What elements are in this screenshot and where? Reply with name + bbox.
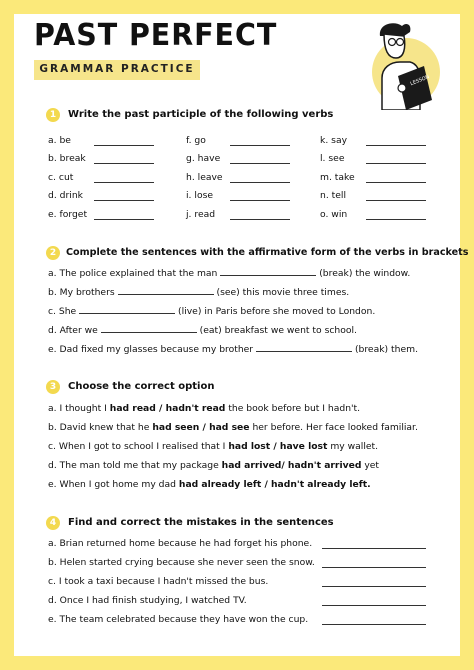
verb-item: o. win bbox=[320, 209, 348, 220]
mistake-sentence: b. Helen started crying because she never seen the snow. bbox=[48, 557, 315, 568]
answer-line[interactable] bbox=[94, 200, 154, 201]
page-title: PAST PERFECT bbox=[34, 18, 278, 53]
option-choice[interactable]: had arrived/ hadn't arrived bbox=[221, 460, 362, 471]
page-subtitle: GRAMMAR PRACTICE bbox=[39, 63, 195, 75]
sentence-a: a. The police explained that the man (break) the window. bbox=[48, 268, 411, 279]
correction-line[interactable] bbox=[322, 548, 426, 549]
section-2-number: 2 bbox=[46, 246, 60, 260]
correction-line[interactable] bbox=[322, 624, 426, 625]
verb-item: g. have bbox=[186, 153, 221, 164]
option-sentence-b: b. David knew that he had seen / had see her before. Her face looked familiar. bbox=[48, 422, 418, 433]
option-choice[interactable]: had read / hadn't read bbox=[109, 403, 226, 414]
blank-field[interactable] bbox=[101, 324, 197, 333]
blank-field[interactable] bbox=[118, 286, 214, 295]
option-choice[interactable]: had seen / had see bbox=[152, 422, 250, 433]
option-choice[interactable]: had lost / have lost bbox=[228, 441, 328, 452]
answer-line[interactable] bbox=[366, 200, 426, 201]
option-sentence-e: e. When I got home my dad had already left / hadn't already left. bbox=[48, 479, 371, 490]
book-label: LESSON bbox=[409, 74, 431, 88]
answer-line[interactable] bbox=[230, 163, 290, 164]
verb-item: a. be bbox=[48, 135, 71, 146]
section-4-heading: Find and correct the mistakes in the sentences bbox=[68, 517, 334, 528]
answer-line[interactable] bbox=[230, 219, 290, 220]
answer-line[interactable] bbox=[94, 182, 154, 183]
verb-item: e. forget bbox=[48, 209, 88, 220]
option-sentence-d: d. The man told me that my package had arrived/ hadn't arrived yet bbox=[48, 460, 380, 471]
section-1-heading: Write the past participle of the following verbs bbox=[68, 109, 334, 120]
sentence-b: b. My brothers (see) this movie three times. bbox=[48, 287, 350, 298]
sentence-e: e. Dad fixed my glasses because my brother (break) them. bbox=[48, 344, 418, 355]
answer-line[interactable] bbox=[230, 200, 290, 201]
section-3-number: 3 bbox=[46, 380, 60, 394]
verb-item: c. cut bbox=[48, 172, 74, 183]
verb-item: f. go bbox=[186, 135, 206, 146]
verb-item: l. see bbox=[320, 153, 345, 164]
option-choice[interactable]: had already left / hadn't already left. bbox=[178, 479, 371, 490]
verb-item: j. read bbox=[186, 209, 216, 220]
section-3-heading: Choose the correct option bbox=[68, 381, 215, 392]
answer-line[interactable] bbox=[366, 219, 426, 220]
mistake-sentence: e. The team celebrated because they have won the cup. bbox=[48, 614, 309, 625]
verb-item: m. take bbox=[320, 172, 355, 183]
blank-field[interactable] bbox=[220, 267, 316, 276]
answer-line[interactable] bbox=[230, 182, 290, 183]
correction-line[interactable] bbox=[322, 567, 426, 568]
option-sentence-c: c. When I got to school I realised that I had lost / have lost my wallet. bbox=[48, 441, 379, 452]
answer-line[interactable] bbox=[366, 145, 426, 146]
sentence-c: c. She (live) in Paris before she moved to London. bbox=[48, 306, 376, 317]
section-1-number: 1 bbox=[46, 108, 60, 122]
section-4-number: 4 bbox=[46, 516, 60, 530]
blank-field[interactable] bbox=[256, 343, 352, 352]
verb-item: d. drink bbox=[48, 190, 83, 201]
answer-line[interactable] bbox=[230, 145, 290, 146]
mistake-sentence: d. Once I had finish studying, I watched TV. bbox=[48, 595, 247, 606]
blank-field[interactable] bbox=[79, 305, 175, 314]
answer-line[interactable] bbox=[94, 219, 154, 220]
answer-line[interactable] bbox=[366, 163, 426, 164]
sentence-d: d. After we (eat) breakfast we went to school. bbox=[48, 325, 357, 336]
verb-item: i. lose bbox=[186, 190, 214, 201]
correction-line[interactable] bbox=[322, 605, 426, 606]
correction-line[interactable] bbox=[322, 586, 426, 587]
mistake-sentence: a. Brian returned home because he had forget his phone. bbox=[48, 538, 313, 549]
mistake-sentence: c. I took a taxi because I hadn't missed the bus. bbox=[48, 576, 269, 587]
answer-line[interactable] bbox=[94, 145, 154, 146]
answer-line[interactable] bbox=[366, 182, 426, 183]
verb-item: k. say bbox=[320, 135, 348, 146]
verb-item: b. break bbox=[48, 153, 86, 164]
answer-line[interactable] bbox=[94, 163, 154, 164]
verb-item: h. leave bbox=[186, 172, 223, 183]
reader-illustration bbox=[354, 14, 450, 110]
verb-item: n. tell bbox=[320, 190, 347, 201]
option-sentence-a: a. I thought I had read / hadn't read the book before but I hadn't. bbox=[48, 403, 361, 414]
section-2-heading: Complete the sentences with the affirmative form of the verbs in brackets bbox=[66, 247, 469, 258]
